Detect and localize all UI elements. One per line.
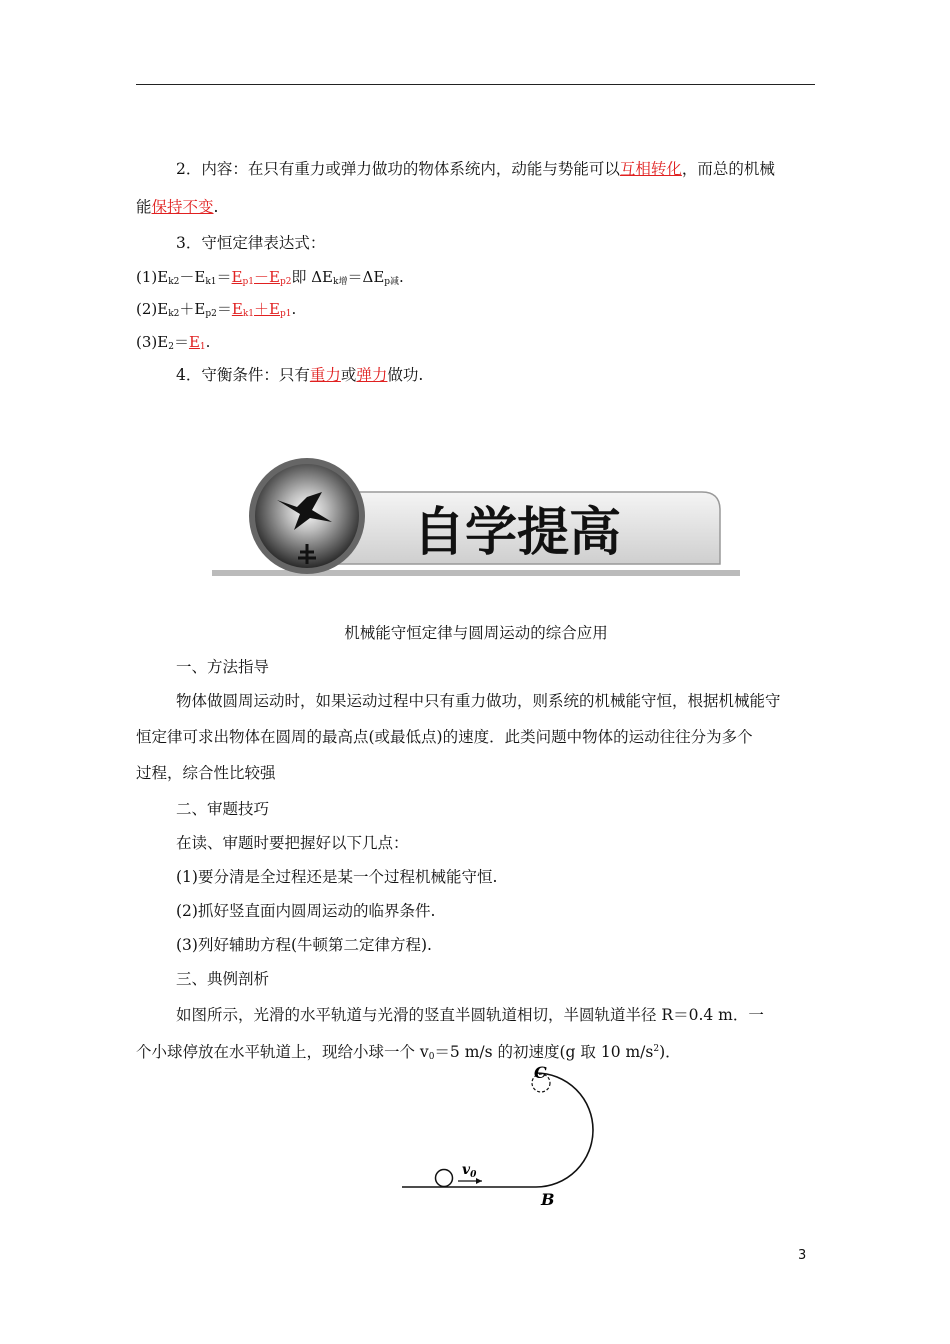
t: ＝ [216, 268, 232, 286]
heading-reading: 二、审题技巧 [176, 800, 270, 818]
t: . [291, 300, 297, 318]
t: 个小球停放在水平轨道上，现给小球一个 v [136, 1043, 429, 1062]
t: E [231, 268, 243, 286]
label-c: C [534, 1063, 547, 1082]
t: . [399, 268, 404, 286]
t: p1 [279, 309, 292, 319]
banner-text: 自学提高 [412, 502, 622, 563]
t: (3)E [136, 333, 169, 351]
text: . [213, 198, 219, 216]
header-rule [136, 84, 815, 85]
text: 能 [136, 198, 152, 216]
t: 即 ΔE [291, 268, 334, 286]
t: 2 [653, 1044, 660, 1054]
label-v0 [462, 1162, 477, 1180]
para1-line3: 过程，综合性比较强 [136, 764, 276, 782]
page-number: 3 [798, 1248, 807, 1263]
t: k1 [242, 309, 254, 319]
t: (1)E [136, 268, 169, 286]
t: k增 [333, 277, 348, 287]
para2: 在读、审题时要把握好以下几点： [176, 834, 409, 852]
t: ＋E [179, 300, 206, 318]
topic-title: 机械能守恒定律与圆周运动的综合应用 [344, 624, 608, 642]
t: . [205, 333, 211, 351]
answer-red: 保持不变 [151, 198, 214, 216]
arrow-head-icon [476, 1178, 482, 1184]
t: p减 [384, 277, 400, 287]
t: ＝ΔE [347, 268, 385, 286]
t: E [188, 333, 200, 351]
heading-example: 三、典例剖析 [176, 970, 270, 988]
list-item: (2)抓好竖直面内圆周运动的临界条件. [176, 902, 436, 920]
t: ＋E [254, 300, 280, 318]
t: 0 [470, 1170, 477, 1180]
t: k2 [168, 277, 180, 287]
t: v [462, 1162, 471, 1178]
t: ＝5 m/s 的初速度(g 取 10 m/s [434, 1043, 654, 1062]
heading-method: 一、方法指导 [176, 658, 270, 676]
t: 或 [340, 366, 357, 384]
answer-red: 重力 [309, 366, 341, 384]
text: ，而总的机械 [681, 160, 775, 178]
track-diagram [398, 1058, 598, 1208]
section-3: 3．守恒定律表达式： [176, 234, 326, 252]
t: 2 [168, 342, 174, 352]
t: －E [179, 268, 206, 286]
self-study-banner [212, 452, 740, 580]
t: p2 [279, 277, 292, 287]
t: k1 [205, 277, 217, 287]
example-line1: 如图所示，光滑的水平轨道与光滑的竖直半圆轨道相切，半圆轨道半径 R＝0.4 m．一 [176, 1006, 764, 1024]
label-b: B [541, 1190, 555, 1208]
t: p2 [205, 309, 217, 319]
t: p1 [242, 277, 254, 287]
t: )． [659, 1043, 681, 1062]
text: 2．内容：在只有重力或弹力做功的物体系统内，动能与势能可以 [176, 160, 620, 178]
semicircle-track [536, 1073, 593, 1187]
t: 做功. [387, 366, 424, 384]
list-item: (3)列好辅助方程(牛顿第二定律方程). [176, 936, 432, 954]
ball [436, 1170, 453, 1187]
t: －E [254, 268, 280, 286]
t: k2 [168, 309, 180, 319]
answer-red: 弹力 [356, 366, 388, 384]
section-2 [136, 152, 856, 186]
answer-red: 互相转化 [619, 160, 682, 178]
t: (2)E [136, 300, 169, 318]
section-2-line2 [136, 190, 816, 224]
t: ＝ [173, 333, 189, 351]
t: 4．守衡条件：只有 [176, 366, 310, 384]
list-item: (1)要分清是全过程还是某一个过程机械能守恒. [176, 868, 498, 886]
t: ＝ [216, 300, 232, 318]
para1-line2: 恒定律可求出物体在圆周的最高点(或最低点)的速度．此类问题中物体的运动往往分为多个 [136, 728, 753, 746]
t: 1 [199, 342, 206, 352]
t: E [231, 300, 243, 318]
section-4 [136, 358, 856, 392]
t: 0 [428, 1052, 435, 1063]
para1-line1: 物体做圆周运动时，如果运动过程中只有重力做功，则系统的机械能守恒，根据机械能守 [176, 692, 781, 710]
